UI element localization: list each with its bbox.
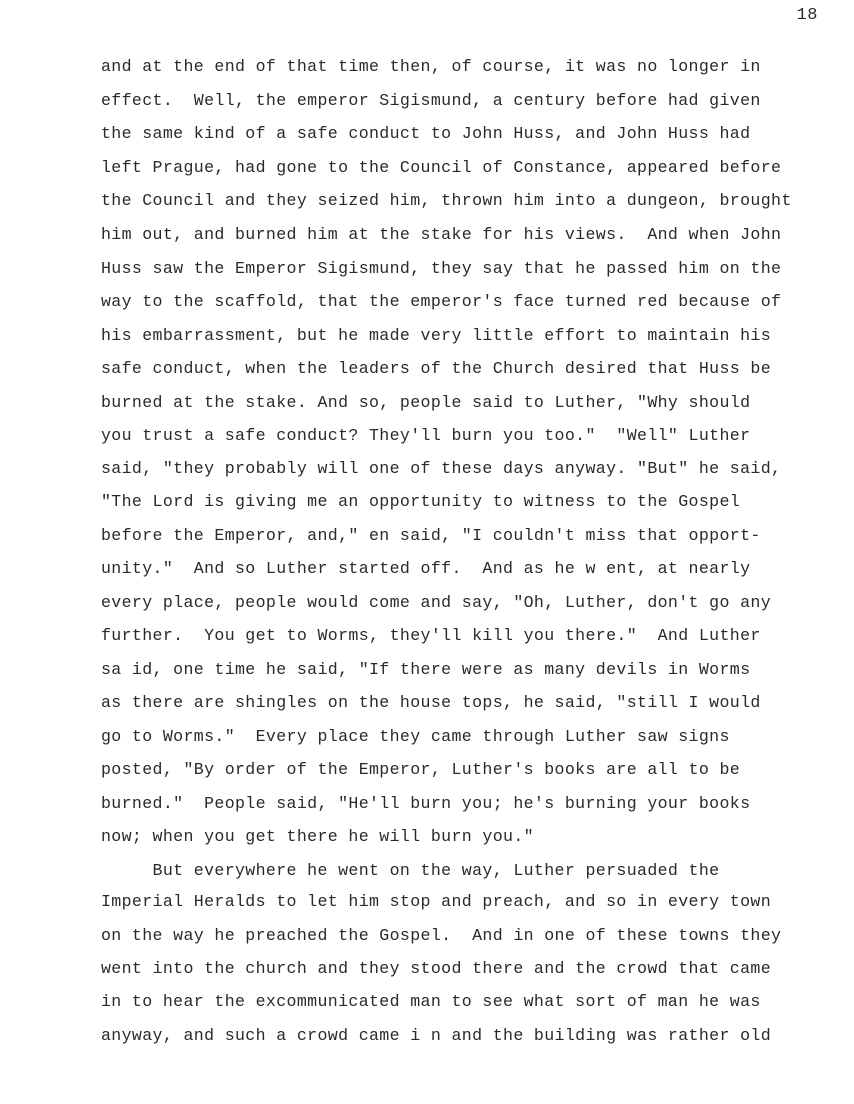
text-line: burned." People said, "He'll burn you; he's burning your books [101, 794, 751, 813]
page-number: 18 [796, 6, 818, 25]
text-line: him out, and burned him at the stake for his views. And when John [101, 225, 782, 244]
text-line: "The Lord is giving me an opportunity to witness to the Gospel [101, 492, 741, 511]
text-line: burned at the stake. And so, people said to Luther, "Why should [101, 393, 751, 412]
text-line: further. You get to Worms, they'll kill you there." And Luther [101, 626, 761, 645]
text-line: went into the church and they stood there and the crowd that came [101, 959, 772, 978]
text-line: and at the end of that time then, of course, it was no longer in [101, 57, 761, 76]
text-line: as there are shingles on the house tops, he said, "still I would [101, 693, 761, 712]
text-line: you trust a safe conduct? They'll burn you too." "Well" Luther [101, 426, 751, 445]
text-line: left Prague, had gone to the Council of Constance, appeared before [101, 158, 782, 177]
text-line: But everywhere he went on the way, Luther persuaded the [101, 861, 720, 880]
text-line: before the Emperor, and," en said, "I couldn't miss that opport- [101, 526, 761, 545]
text-line: in to hear the excommunicated man to see what sort of man he was [101, 992, 761, 1011]
text-line: anyway, and such a crowd came i n and the building was rather old [101, 1026, 772, 1045]
text-line: now; when you get there he will burn you." [101, 827, 534, 846]
text-line: effect. Well, the emperor Sigismund, a century before had given [101, 91, 761, 110]
text-line: Imperial Heralds to let him stop and preach, and so in every town [101, 892, 772, 911]
text-line: way to the scaffold, that the emperor's face turned red because of [101, 292, 782, 311]
text-line: go to Worms." Every place they came through Luther saw signs [101, 727, 730, 746]
text-line: his embarrassment, but he made very little effort to maintain his [101, 326, 772, 345]
text-line: safe conduct, when the leaders of the Church desired that Huss be [101, 359, 772, 378]
text-line: every place, people would come and say, "Oh, Luther, don't go any [101, 593, 772, 612]
text-line: unity." And so Luther started off. And as he w ent, at nearly [101, 559, 751, 578]
text-line: posted, "By order of the Emperor, Luther's books are all to be [101, 760, 741, 779]
text-line: the Council and they seized him, thrown him into a dungeon, brought [101, 191, 792, 210]
text-line: sa id, one time he said, "If there were as many devils in Worms [101, 660, 751, 679]
text-line: the same kind of a safe conduct to John Huss, and John Huss had [101, 124, 751, 143]
text-line: said, "they probably will one of these days anyway. "But" he said, [101, 459, 782, 478]
text-line: Huss saw the Emperor Sigismund, they say that he passed him on the [101, 259, 782, 278]
text-line: on the way he preached the Gospel. And in one of these towns they [101, 926, 782, 945]
